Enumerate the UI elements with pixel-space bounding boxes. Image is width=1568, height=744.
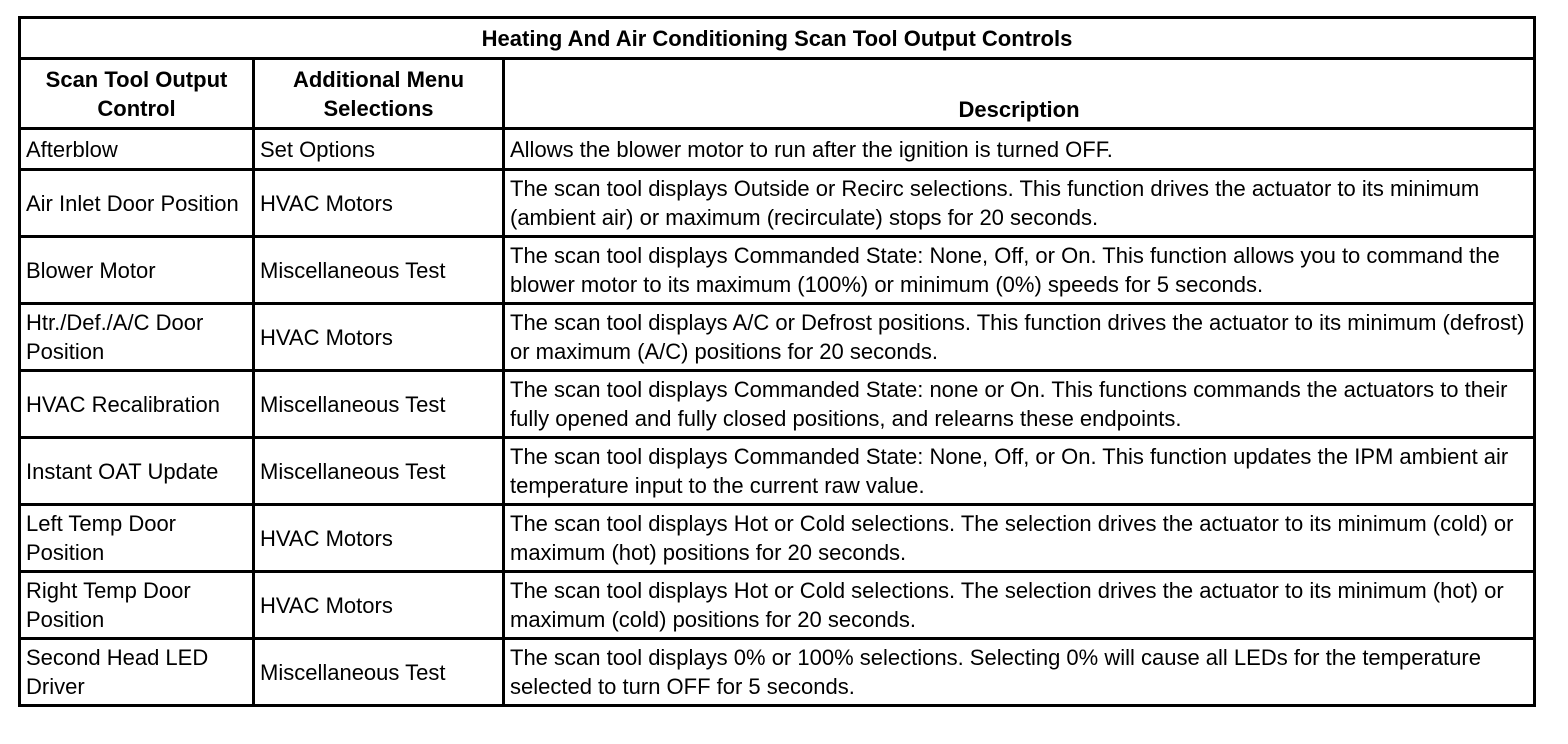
table-row <box>20 505 1535 572</box>
control-cell: HVAC Recalibration <box>20 371 254 438</box>
output-controls-table <box>18 16 1536 707</box>
menu-cell: Miscellaneous Test <box>254 371 504 438</box>
header-scan-tool-output-control: Scan Tool Output Control <box>20 59 254 129</box>
description-cell: Allows the blower motor to run after the ignition is turned OFF. <box>504 129 1535 170</box>
menu-cell: Miscellaneous Test <box>254 639 504 706</box>
table-row <box>20 639 1535 706</box>
table-title-row <box>20 18 1535 59</box>
control-cell: Right Temp Door Position <box>20 572 254 639</box>
table-title: Heating And Air Conditioning Scan Tool Output Controls <box>20 18 1535 59</box>
table-row <box>20 572 1535 639</box>
control-cell: Afterblow <box>20 129 254 170</box>
table-header-row <box>20 59 1535 129</box>
control-cell: Htr./Def./A/C Door Position <box>20 304 254 371</box>
menu-cell: HVAC Motors <box>254 304 504 371</box>
table-row <box>20 371 1535 438</box>
control-cell: Blower Motor <box>20 237 254 304</box>
table-row <box>20 438 1535 505</box>
output-controls-table-frame <box>18 16 1533 707</box>
control-cell: Instant OAT Update <box>20 438 254 505</box>
description-cell: The scan tool displays A/C or Defrost positions. This function drives the actuator to its minimum (defrost) or maximum (A/C) positions for 20 seconds. <box>504 304 1535 371</box>
header-description: Description <box>504 59 1535 129</box>
menu-cell: Miscellaneous Test <box>254 237 504 304</box>
control-cell: Second Head LED Driver <box>20 639 254 706</box>
menu-cell: Set Options <box>254 129 504 170</box>
menu-cell: Miscellaneous Test <box>254 438 504 505</box>
menu-cell: HVAC Motors <box>254 572 504 639</box>
description-cell: The scan tool displays 0% or 100% selections. Selecting 0% will cause all LEDs for the temperature selected to turn OFF for 5 seconds. <box>504 639 1535 706</box>
description-cell: The scan tool displays Commanded State: None, Off, or On. This function allows you to command the blower motor to its maximum (100%) or minimum (0%) speeds for 5 seconds. <box>504 237 1535 304</box>
table-row <box>20 304 1535 371</box>
table-row <box>20 237 1535 304</box>
description-cell: The scan tool displays Commanded State: None, Off, or On. This function updates the IPM ambient air temperature input to the current raw value. <box>504 438 1535 505</box>
description-cell: The scan tool displays Commanded State: none or On. This functions commands the actuators to their fully opened and fully closed positions, and relearns these endpoints. <box>504 371 1535 438</box>
header-additional-menu-selections: Additional Menu Selections <box>254 59 504 129</box>
menu-cell: HVAC Motors <box>254 505 504 572</box>
control-cell: Air Inlet Door Position <box>20 170 254 237</box>
description-cell: The scan tool displays Hot or Cold selections. The selection drives the actuator to its minimum (hot) or maximum (cold) positions for 20 seconds. <box>504 572 1535 639</box>
control-cell: Left Temp Door Position <box>20 505 254 572</box>
table-row <box>20 129 1535 170</box>
menu-cell: HVAC Motors <box>254 170 504 237</box>
description-cell: The scan tool displays Hot or Cold selections. The selection drives the actuator to its minimum (cold) or maximum (hot) positions for 20 seconds. <box>504 505 1535 572</box>
description-cell: The scan tool displays Outside or Recirc selections. This function drives the actuator to its minimum (ambient air) or maximum (recirculate) stops for 20 seconds. <box>504 170 1535 237</box>
table-row <box>20 170 1535 237</box>
